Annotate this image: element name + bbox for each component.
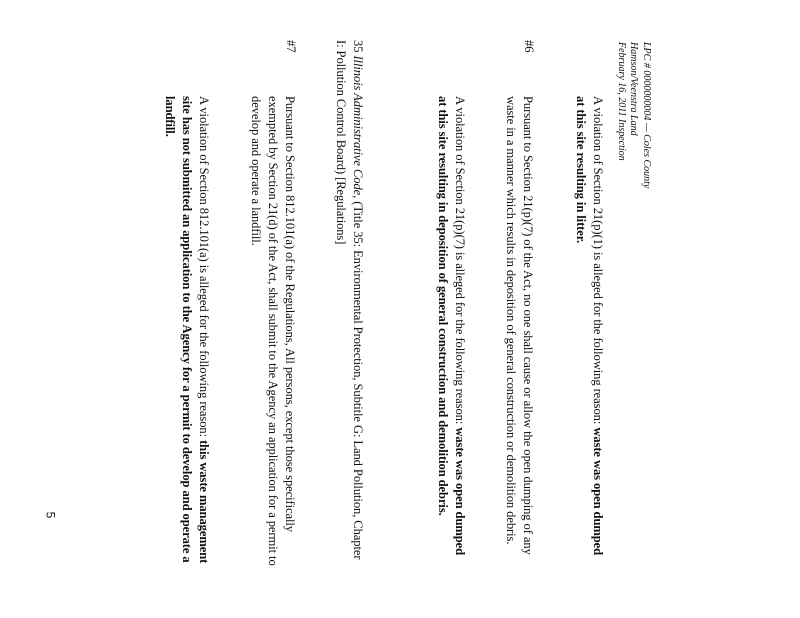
text: A violation of Section 21(p)(1) is alleged for the following reason:	[591, 96, 605, 425]
header-line-1: LPC # 0000000004 — Coles County	[641, 42, 652, 189]
header-line-3: February 16, 2011 Inspection	[616, 42, 627, 161]
bold-text: waste was open dumped at this site resulting in litter.	[574, 96, 605, 556]
item-7-paragraph: Pursuant to Section 812.101(a) of the Regulations, All persons, except those specifically exempted by Section 21(d) of the Act, shall submit to the Agency an application for a permit to develop and operate a landfill.	[249, 96, 297, 566]
page-number: 5	[43, 511, 58, 519]
header-line-2: Hamson/Veenstra Land	[628, 42, 640, 136]
item-number-7: #7	[284, 40, 298, 53]
violation-paragraph-7: A violation of Section 812.101(a) is alleged for the following reason: this waste management site has not submitted an application to the Agency for a permit to develop and operate a landfill.	[163, 96, 211, 564]
item-6-paragraph: Pursuant to Section 21(p)(7) of the Act, no one shall cause or allow the open dumping of any waste in a manner which results in deposition of general construction or demolition debris.	[504, 96, 535, 555]
page-header	[615, 42, 653, 188]
violation-paragraph-5	[572, 96, 606, 556]
code-heading: 35 Illinois Administrative Code, (Title 35: Environmental Protection, Subtitle G: Land Pollution, Chapter I: Pollution Control Board) [Regulations]	[334, 40, 365, 560]
item-number-6: #6	[522, 40, 536, 53]
violation-paragraph-6: A violation of Section 21(p)(7) is alleged for the following reason: waste was open dumped at this site resulting in deposition of general construction and demolition debris.	[436, 96, 467, 556]
